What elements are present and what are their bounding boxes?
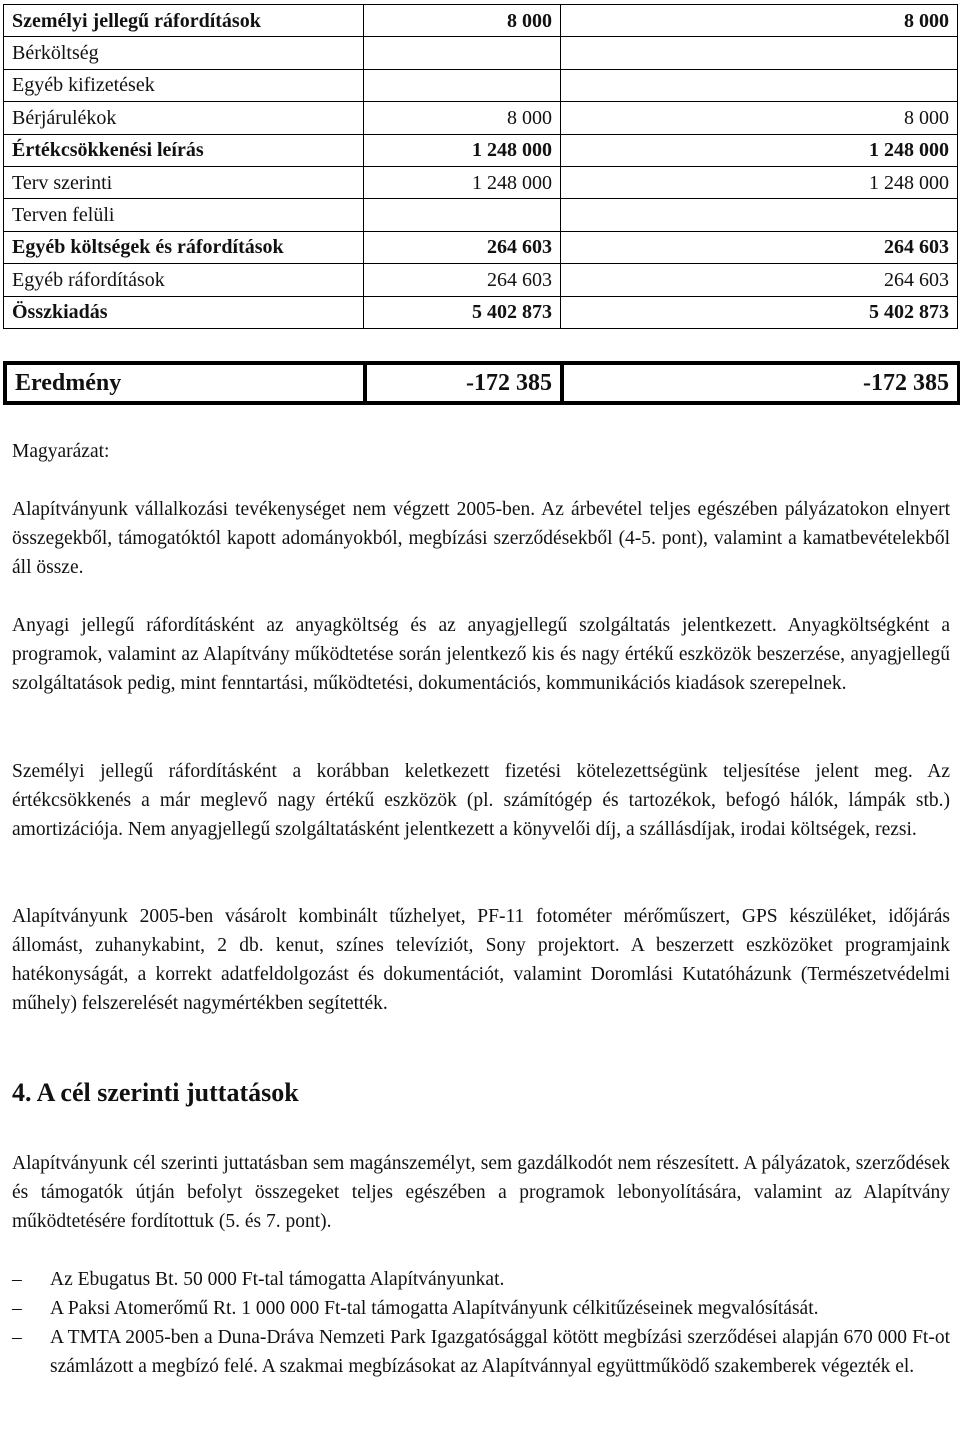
row-value-1: 1 248 000 — [364, 166, 561, 198]
row-value-2 — [561, 199, 958, 231]
row-label: Egyéb kifizetések — [4, 69, 364, 101]
section-heading: 4. A cél szerinti juttatások — [12, 1078, 299, 1107]
table-row — [4, 69, 958, 101]
dash-bullet-icon: – — [12, 1269, 22, 1290]
section-paragraph: Alapítványunk cél szerinti juttatásban sem magánszemélyt, sem gazdálkodót nem részesített. A pályázatok, szerződések és támogatók útján befolyt összegeket teljes egészében a programok lebonyolítására, valamint az Alapítvány működtetésére fordítottuk (5. és 7. pont). — [12, 1153, 950, 1232]
row-value-2 — [561, 37, 958, 69]
row-value-1: 264 603 — [364, 231, 561, 263]
list-item-text: A TMTA 2005-ben a Duna-Dráva Nemzeti Park Igazgatósággal kötött megbízási szerződései alapján 670 000 Ft-ot számlázott a megbízó felé. A szakmai megbízásokat az Alapítvánnyal együttműködő szakemberek végezték el. — [50, 1327, 950, 1377]
table-row — [4, 264, 958, 296]
table-row — [4, 5, 958, 37]
explanation-paragraph-2: Anyagi jellegű ráfordításként az anyagköltség és az anyagjellegű szolgáltatás jelentkezett. Anyagköltségként a programok, valamint az Alapítvány működtetése során jelentkező kis és nagy értékű eszközök beszerzése, anyagjellegű szolgáltatások pedig, mint fenntartási, működtetési, dokumentációs, kommunikációs kiadások szerepelnek. — [12, 615, 950, 694]
row-value-1: 5 402 873 — [364, 296, 561, 328]
table-row — [4, 134, 958, 166]
row-value-2: 264 603 — [561, 264, 958, 296]
list-item — [12, 1294, 950, 1323]
table-row — [4, 231, 958, 263]
table-row — [4, 102, 958, 134]
row-value-2: 1 248 000 — [561, 134, 958, 166]
list-item-text: Az Ebugatus Bt. 50 000 Ft-tal támogatta Alapítványunkat. — [50, 1269, 505, 1290]
row-label: Egyéb ráfordítások — [4, 264, 364, 296]
row-value-2: 5 402 873 — [561, 296, 958, 328]
row-value-1: 8 000 — [364, 102, 561, 134]
result-value-1: -172 385 — [365, 363, 562, 403]
row-value-2: 1 248 000 — [561, 166, 958, 198]
row-label: Egyéb költségek és ráfordítások — [4, 231, 364, 263]
row-value-1: 8 000 — [364, 5, 561, 37]
row-label: Személyi jellegű ráfordítások — [4, 5, 364, 37]
row-value-2 — [561, 69, 958, 101]
row-value-1 — [364, 37, 561, 69]
expenses-table — [3, 4, 958, 329]
dash-bullet-icon: – — [12, 1298, 22, 1319]
explanation-paragraph-4: Alapítványunk 2005-ben vásárolt kombinált tűzhelyet, PF-11 fotométer mérőműszert, GPS készüléket, időjárás állomást, zuhanykabint, 2 db. kenut, színes televíziót, Sony projektort. A beszerzett eszközöket programjaink hatékonyságát, a korrekt adatfeldolgozást és dokumentációt, valamint Doromlási Kutatóházunk (Természetvédelmi műhely) felszerelését nagymértékben segítették. — [12, 906, 950, 1014]
row-label: Összkiadás — [4, 296, 364, 328]
row-label: Terv szerinti — [4, 166, 364, 198]
explanation-paragraph-3: Személyi jellegű ráfordításként a korábban keletkezett fizetési kötelezettségünk teljesítése jelent meg. Az értékcsökkenés a már meglevő nagy értékű eszközök (pl. számítógép és tartozékok, befogó hálók, lámpák stb.) amortizációja. Nem anyagjellegű szolgáltatásként jelentkezett a könyvelői díj, a szállásdíjak, irodai költségek, rezsi. — [12, 761, 950, 840]
list-item-text: A Paksi Atomerőmű Rt. 1 000 000 Ft-tal támogatta Alapítványunk célkitűzéseinek megvalósítását. — [50, 1298, 819, 1319]
list-item — [12, 1323, 950, 1381]
result-value-2: -172 385 — [562, 363, 959, 403]
list-item — [12, 1265, 950, 1294]
table-row — [4, 166, 958, 198]
row-label: Értékcsökkenési leírás — [4, 134, 364, 166]
support-list — [12, 1265, 950, 1381]
row-value-2: 8 000 — [561, 102, 958, 134]
table-row — [4, 37, 958, 69]
explanation-label: Magyarázat: — [12, 441, 110, 462]
explanation-paragraph-1: Alapítványunk vállalkozási tevékenységet nem végzett 2005-ben. Az árbevétel teljes egészében pályázatokon elnyert összegekből, támogatóktól kapott adományokból, megbízási szerződésekből (4-5. pont), valamint a kamatbevételekből áll össze. — [12, 499, 950, 578]
row-label: Terven felüli — [4, 199, 364, 231]
table-row — [4, 296, 958, 328]
dash-bullet-icon: – — [12, 1327, 22, 1348]
result-row — [5, 363, 959, 403]
row-label: Bérjárulékok — [4, 102, 364, 134]
result-label: Eredmény — [5, 363, 365, 403]
row-label: Bérköltség — [4, 37, 364, 69]
table-row — [4, 199, 958, 231]
row-value-1: 264 603 — [364, 264, 561, 296]
row-value-1 — [364, 199, 561, 231]
row-value-2: 8 000 — [561, 5, 958, 37]
row-value-2: 264 603 — [561, 231, 958, 263]
row-value-1: 1 248 000 — [364, 134, 561, 166]
row-value-1 — [364, 69, 561, 101]
result-table — [3, 361, 960, 405]
